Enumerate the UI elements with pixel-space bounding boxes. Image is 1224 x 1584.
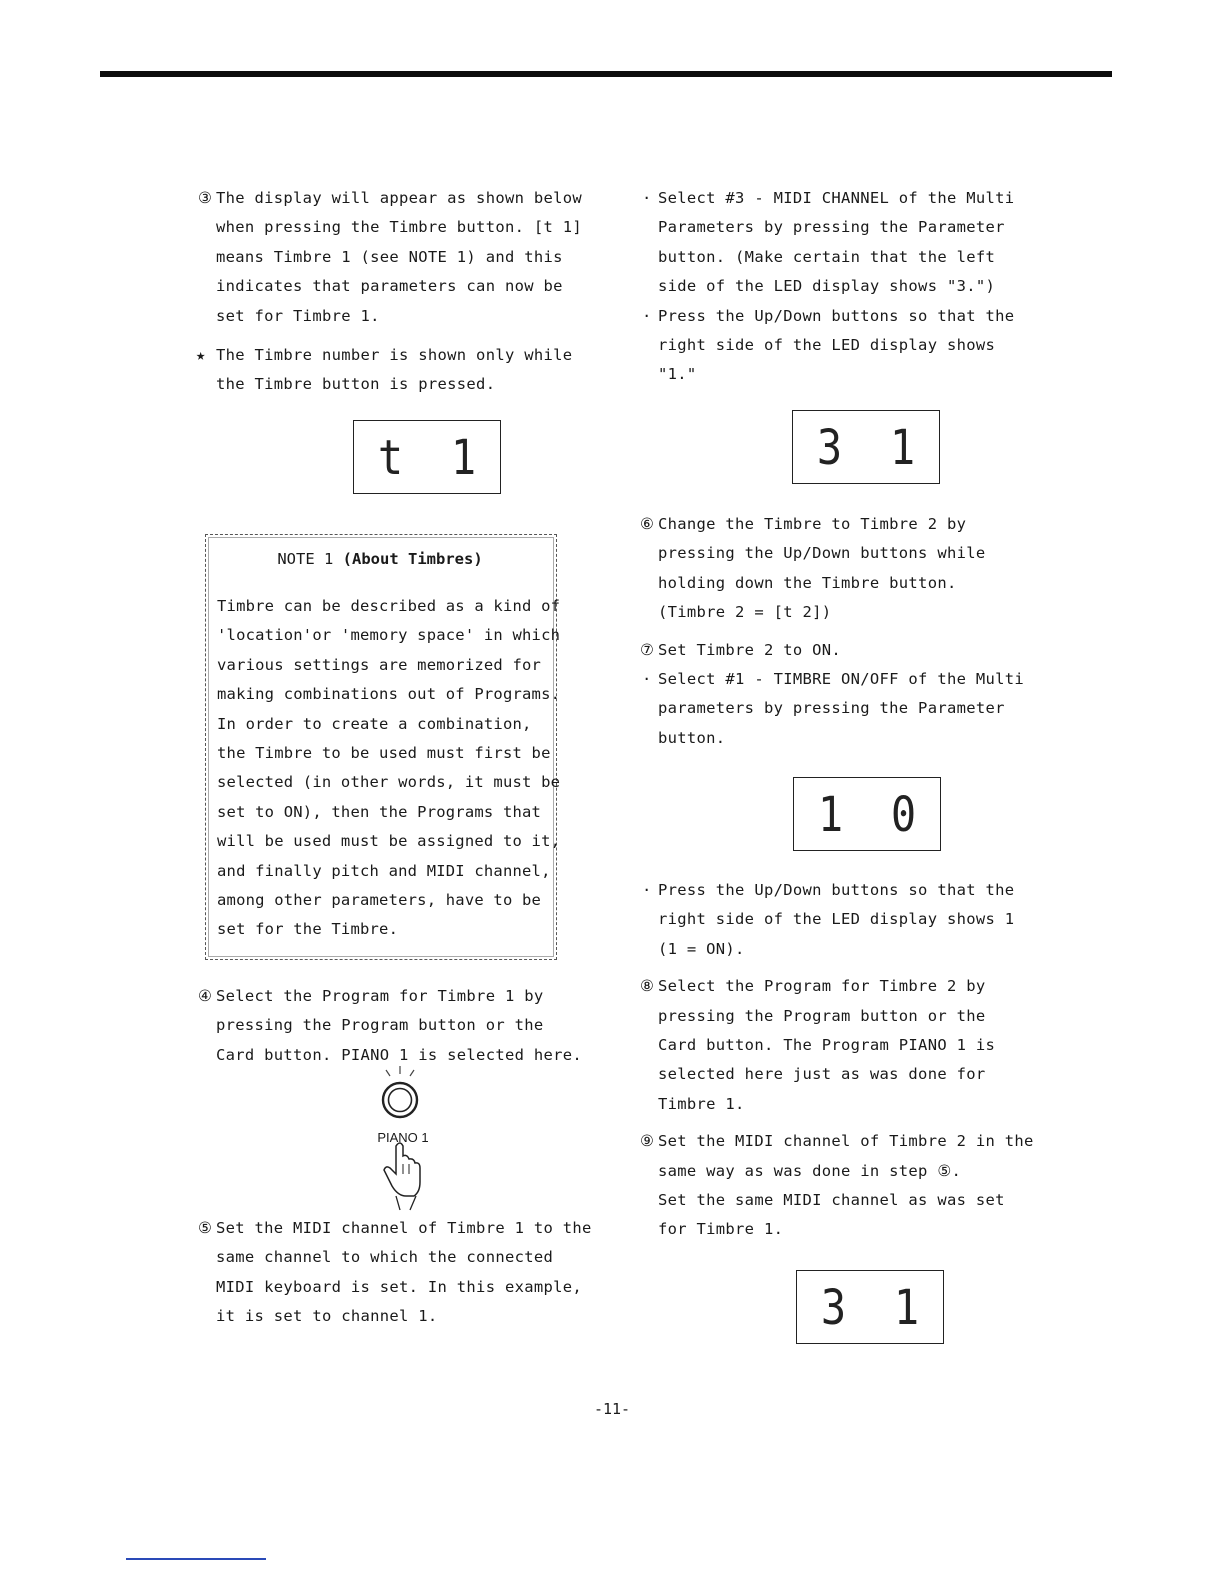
text-line: Select the Program for Timbre 2 by (658, 977, 986, 996)
text-line: various settings are memorized for (217, 655, 542, 674)
step-number: ⑥ (640, 515, 655, 533)
text-line: parameters by pressing the Parameter (658, 699, 1005, 718)
text-line: holding down the Timbre button. (658, 573, 957, 592)
led-right-digit: 1 (893, 1278, 920, 1336)
step-9 (640, 1127, 1034, 1245)
text-line: set for the Timbre. (217, 920, 399, 939)
bullet-select-midi-channel (640, 184, 1015, 302)
note-1-title-prefix: NOTE 1 (277, 550, 343, 568)
text-line: set for Timbre 1. (216, 306, 380, 325)
text-line: will be used must be assigned to it, (217, 832, 561, 851)
text-line: button. (658, 728, 726, 747)
text-line: (1 = ON). (658, 939, 745, 958)
text-line: selected (in other words, it must be (217, 773, 561, 792)
right-column-top (640, 184, 1015, 390)
text-line: Card button. PIANO 1 is selected here. (216, 1045, 583, 1064)
led-display-3-1-final (796, 1270, 944, 1344)
bullet-press-up-down (640, 302, 1015, 390)
text-line: Set the MIDI channel of Timbre 2 in the (658, 1132, 1034, 1151)
star-note (196, 341, 573, 400)
text-line: pressing the Up/Down buttons while (658, 544, 986, 563)
step-number: ④ (198, 987, 213, 1005)
led-display-3-1 (792, 410, 940, 484)
left-column (196, 184, 583, 408)
text-line: side of the LED display shows "3.") (658, 277, 996, 296)
led-left-digit: t (377, 428, 404, 486)
step-5-wrap (198, 1214, 592, 1340)
step-number: ③ (198, 189, 213, 207)
bullet-icon: · (642, 881, 652, 899)
page-number: -11- (593, 1400, 631, 1418)
step-number: ⑨ (640, 1132, 655, 1151)
bullet-icon: · (642, 189, 652, 207)
text-line: for Timbre 1. (658, 1220, 784, 1239)
bullet-press-up-down-on (640, 876, 1015, 964)
led-right-digit: 1 (450, 428, 477, 486)
step-8 (640, 972, 1010, 1119)
text-line: it is set to channel 1. (216, 1307, 438, 1326)
text-line: the Timbre to be used must first be (217, 744, 551, 763)
step-number: ⑦ (640, 640, 655, 659)
top-rule (100, 71, 1112, 77)
right-column-bottom (640, 876, 1034, 1253)
bullet-icon: · (642, 670, 652, 689)
text-line: Card button. The Program PIANO 1 is (658, 1036, 996, 1055)
note-1-title (205, 550, 555, 568)
text-line: Select the Program for Timbre 1 by (216, 987, 544, 1005)
step-3 (198, 184, 583, 331)
step-5 (198, 1214, 592, 1332)
step-number: ⑧ (640, 977, 655, 996)
text-line: Change the Timbre to Timbre 2 by (658, 515, 967, 533)
star-icon: ★ (196, 346, 206, 365)
text-line: selected here just as was done for (658, 1065, 986, 1084)
note-1-title-bold: (About Timbres) (342, 550, 483, 568)
text-line: 'location'or 'memory space' in which (217, 626, 561, 645)
text-line: Set the MIDI channel of Timbre 1 to the (216, 1219, 592, 1237)
text-line: Set the same MIDI channel as was set (658, 1191, 1005, 1210)
text-line: making combinations out of Programs. (217, 685, 561, 704)
text-line: Parameters by pressing the Parameter (658, 218, 1005, 237)
text-line: the Timbre button is pressed. (216, 375, 496, 394)
text-line: pressing the Program button or the (216, 1016, 544, 1035)
piano-1-button-illustration (370, 1064, 430, 1214)
text-line: right side of the LED display shows 1 (658, 910, 1015, 929)
text-line: In order to create a combination, (217, 714, 532, 733)
led-left-digit: 1 (817, 785, 844, 843)
text-line: indicates that parameters can now be (216, 277, 563, 296)
step-6 (640, 510, 1010, 628)
led-left-digit: 3 (816, 418, 843, 476)
led-display-t1 (353, 420, 501, 494)
right-column-mid (640, 510, 1025, 753)
led-right-digit: 0 (890, 785, 917, 843)
step-4 (198, 982, 583, 1070)
text-line: and finally pitch and MIDI channel, (217, 861, 551, 880)
bottom-underline (126, 1558, 266, 1560)
text-line: among other parameters, have to be (217, 891, 542, 910)
text-line: when pressing the Timbre button. [t 1] (216, 218, 583, 237)
text-line: pressing the Program button or the (658, 1006, 986, 1025)
led-display-1-0 (793, 777, 941, 851)
text-line: means Timbre 1 (see NOTE 1) and this (216, 247, 563, 266)
step-number: ⑤ (198, 1219, 213, 1237)
text-line: Press the Up/Down buttons so that the (658, 306, 1015, 325)
text-line: Select #3 - MIDI CHANNEL of the Multi (658, 189, 1015, 207)
text-line: right side of the LED display shows (658, 336, 996, 355)
text-line: Timbre 1. (658, 1094, 745, 1113)
text-line: The display will appear as shown below (216, 189, 583, 207)
text-line: (Timbre 2 = [t 2]) (658, 603, 832, 622)
bullet-select-timbre-onoff (640, 665, 1025, 753)
led-left-digit: 3 (820, 1278, 847, 1336)
note-1-body (217, 592, 561, 945)
text-line: button. (Make certain that the left (658, 247, 996, 266)
text-line: same channel to which the connected (216, 1248, 554, 1267)
text-line: MIDI keyboard is set. In this example, (216, 1277, 583, 1296)
text-line: Press the Up/Down buttons so that the (658, 881, 1015, 899)
led-right-digit: 1 (889, 418, 916, 476)
bullet-icon: · (642, 306, 652, 325)
text-line: Select #1 - TIMBRE ON/OFF of the Multi (658, 670, 1025, 689)
piano-1-label: PIANO 1 (377, 1130, 429, 1145)
text-line: set to ON), then the Programs that (217, 802, 542, 821)
text-line: The Timbre number is shown only while (216, 346, 573, 365)
step-7 (640, 636, 1010, 665)
text-line: Set Timbre 2 to ON. (658, 640, 842, 659)
text-line: same way as was done in step ⑤. (658, 1161, 962, 1180)
text-line: "1." (658, 365, 697, 384)
text-line: Timbre can be described as a kind of (217, 597, 561, 615)
